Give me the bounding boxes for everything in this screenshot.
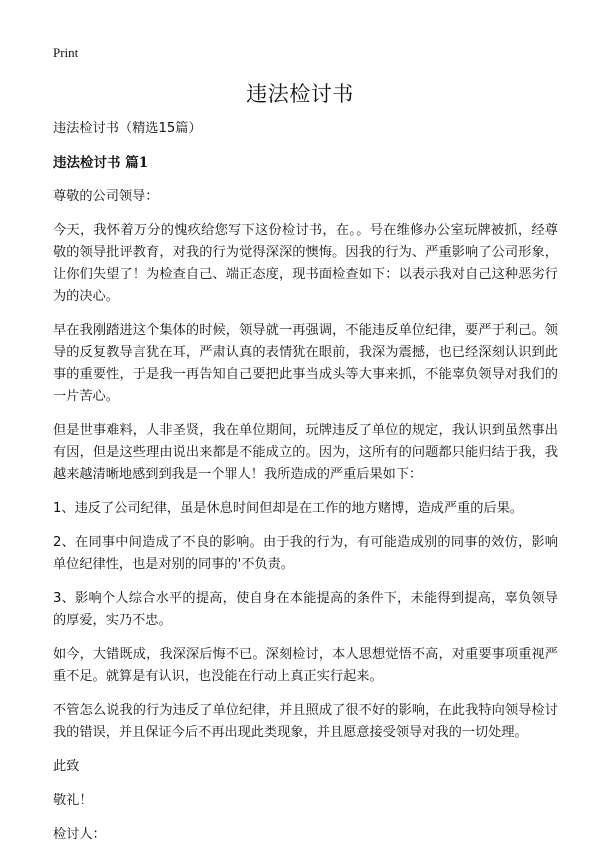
salutation: 尊敬的公司领导： [53,189,159,204]
consequence-item-1: 1、违反了公司纪律，虽是休息时间但却是在工作的地方赌博，造成严重的后果。 [53,501,523,516]
closing-line-2: 敬礼！ [53,793,93,808]
document-title: 违法检讨书 [246,82,354,106]
document-body [53,118,558,858]
chapter-heading: 违法检讨书 篇1 [53,155,149,171]
paragraph-intro: 今天，我怀着万分的愧疚给您写下这份检讨书，在。。号在维修办公室玩牌被抓，经尊敬的领导批评教育，对我的行为觉得深深的懊悔。因我的行为、严重影响了公司形象，让你们失望了！为检查自己、端正态度，现书面检查如下：以表示我对自己这种恶劣行为的决心。 [53,223,558,304]
paragraph-regret: 如今，大错既成，我深深后悔不已。深刻检讨，本人思想觉悟不高，对重要事项重视严重不足。就算是有认识，也没能在行动上真正实行起来。 [53,647,558,684]
closing-line-1: 此致 [53,759,80,774]
paragraph-background: 早在我刚踏进这个集体的时候，领导就一再强调，不能违反单位纪律，要严于利己。领导的反复教导言犹在耳，严肃认真的表情犹在眼前，我深为震撼，也已经深刻认识到此事的重要性，于是我一再告知自己要把此事当成头等大事来抓，不能辜负领导对我们的一片苦心。 [53,323,558,404]
consequence-item-2: 2、在同事中间造成了不良的影响。由于我的行为，有可能造成别的同事的效仿，影响单位纪律性，也是对别的同事的'不负责。 [53,535,558,572]
document-subtitle: 违法检讨书（精选15篇） [53,121,202,136]
paragraph-commitment: 不管怎么说我的行为违反了单位纪律，并且照成了很不好的影响，在此我特向领导检讨我的错误，并且保证今后不再出现此类现象，并且愿意接受领导对我的一切处理。 [53,703,558,740]
print-link[interactable]: Print [53,45,79,60]
consequence-item-3: 3、影响个人综合水平的提高，使自身在本能提高的条件下，未能得到提高，辜负领导的厚爱，实乃不忠。 [53,591,558,628]
signature-label: 检讨人： [53,827,106,842]
paragraph-consequences-intro: 但是世事难料，人非圣贤，我在单位期间，玩牌违反了单位的规定，我认识到虽然事出有因，但是这些理由说出来都是不能成立的。因为，这所有的问题都只能归结于我，我越来越清晰地感到到我是一个罪人！我所造成的严重后果如下： [53,423,558,482]
